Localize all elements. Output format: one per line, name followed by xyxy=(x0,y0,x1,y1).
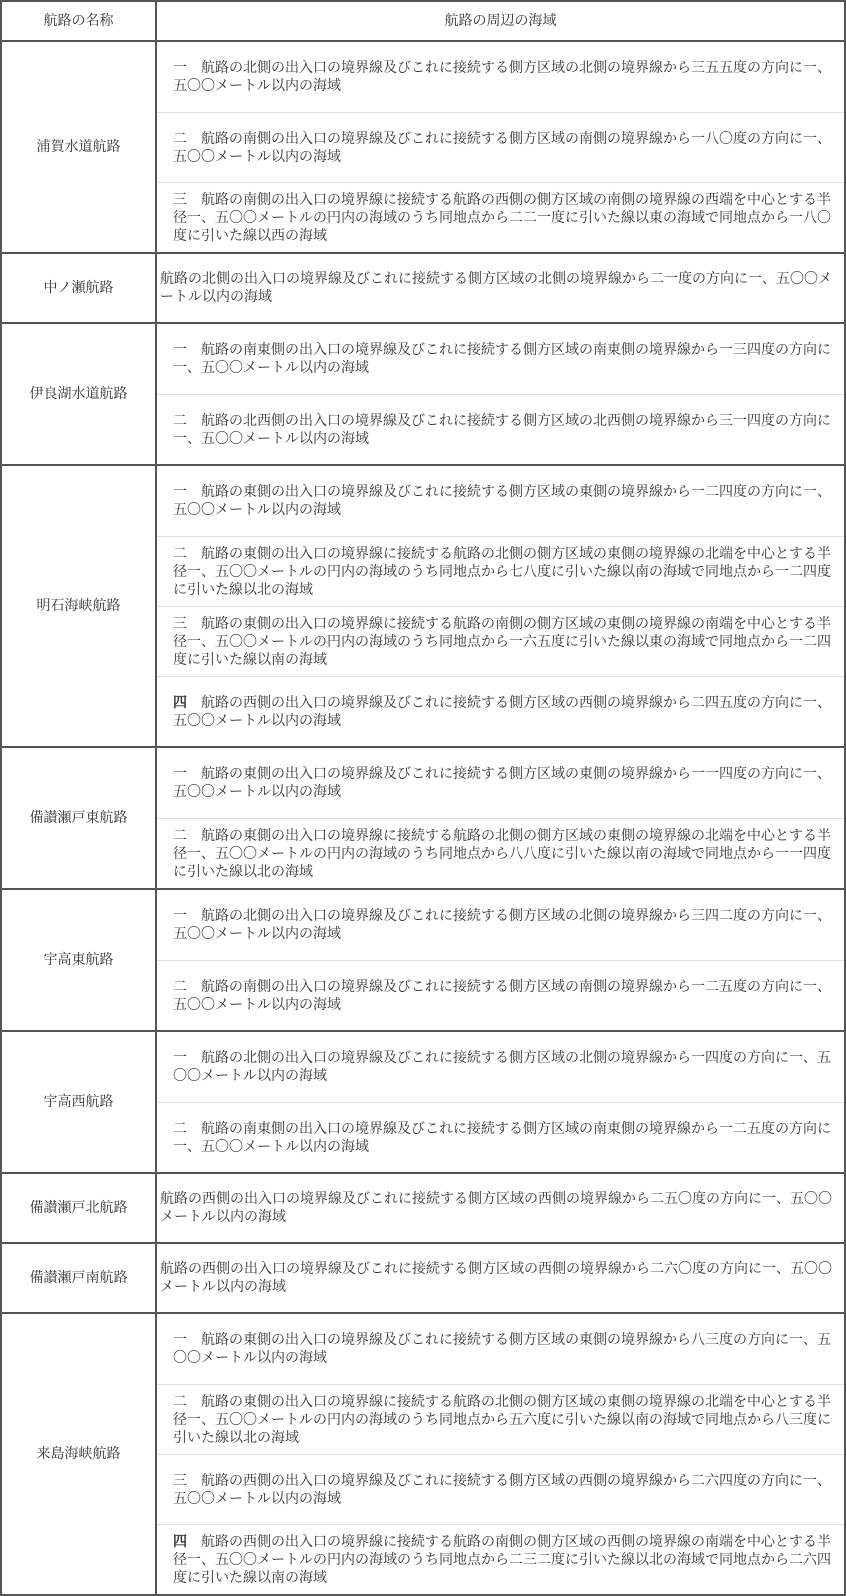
route-name: 中ノ瀬航路 xyxy=(1,253,156,323)
area-item xyxy=(157,606,844,676)
item-number: 二 xyxy=(173,1120,187,1137)
route-name: 伊良湖水道航路 xyxy=(1,323,156,465)
area-text: 航路の西側の出入口の境界線及びこれに接続する側方区域の西側の境界線から二六〇度の方向に一、五〇〇メートル以内の海域 xyxy=(160,1261,832,1295)
item-number: 二 xyxy=(173,412,187,429)
item-spacer xyxy=(187,828,201,844)
item-spacer xyxy=(187,1332,201,1348)
item-text: 航路の南側の出入口の境界線及びこれに接続する側方区域の南側の境界線から一二五度の方向に一、五〇〇メートル以内の海域 xyxy=(173,978,831,1013)
area-item-body xyxy=(173,827,838,881)
item-number: 一 xyxy=(173,60,187,76)
area-item xyxy=(157,1524,844,1594)
table-row xyxy=(1,1313,845,1595)
area-item-body xyxy=(173,1120,838,1156)
item-text: 航路の南側の出入口の境界線及びこれに接続する側方区域の南側の境界線から一八〇度の方向に一、五〇〇メートル以内の海域 xyxy=(173,130,831,165)
route-name: 浦賀水道航路 xyxy=(1,41,156,253)
item-number: 二 xyxy=(173,1393,187,1410)
area-item-body xyxy=(173,483,838,519)
area-item-body xyxy=(173,1472,838,1508)
route-name: 来島海峡航路 xyxy=(1,1313,156,1595)
item-spacer xyxy=(187,1394,201,1410)
area-item xyxy=(157,182,844,252)
item-spacer xyxy=(187,908,201,924)
area-item xyxy=(157,890,844,960)
area-item-body xyxy=(173,1393,838,1447)
area-item xyxy=(157,1384,844,1454)
route-area-cell xyxy=(156,253,845,323)
route-area-cell xyxy=(156,465,845,747)
area-item-body xyxy=(173,191,838,245)
route-area-cell xyxy=(156,1313,845,1595)
item-number: 一 xyxy=(173,908,187,924)
item-number: 一 xyxy=(173,1332,187,1348)
item-spacer xyxy=(187,484,201,500)
area-item xyxy=(157,42,844,112)
item-number: 二 xyxy=(173,545,187,562)
item-number: 四 xyxy=(173,1533,187,1550)
item-text: 航路の北側の出入口の境界線及びこれに接続する側方区域の北側の境界線から三五五度の方向に一、五〇〇メートル以内の海域 xyxy=(173,60,831,94)
table-row xyxy=(1,253,845,323)
table-row xyxy=(1,1031,845,1173)
header-row xyxy=(1,1,845,41)
area-item xyxy=(157,1314,844,1384)
item-spacer xyxy=(187,616,201,632)
table-row xyxy=(1,747,845,889)
table-row xyxy=(1,323,845,465)
item-spacer xyxy=(187,342,201,358)
item-number: 三 xyxy=(173,191,187,208)
area-text: 航路の北側の出入口の境界線及びこれに接続する側方区域の北側の境界線から二一度の方向に一、五〇〇メートル以内の海域 xyxy=(160,271,832,305)
area-description xyxy=(157,1174,844,1242)
area-item-body xyxy=(173,1049,838,1085)
item-number: 三 xyxy=(173,615,187,632)
area-item-body xyxy=(173,130,838,166)
route-area-cell xyxy=(156,889,845,1031)
route-area-cell xyxy=(156,323,845,465)
item-number: 一 xyxy=(173,1050,187,1066)
area-item xyxy=(157,748,844,818)
item-spacer xyxy=(187,546,201,562)
table-row xyxy=(1,1173,845,1243)
route-name: 備讃瀬戸南航路 xyxy=(1,1243,156,1313)
area-item xyxy=(157,324,844,394)
item-text: 航路の西側の出入口の境界線に接続する航路の南側の側方区域の西側の境界線の南端を中心とする半径一、五〇〇メートルの円内の海域のうち同地点から二三二度に引いた線以北の海域で同地点から二六四度に引いた線以南の海域 xyxy=(173,1533,831,1586)
item-text: 航路の東側の出入口の境界線及びこれに接続する側方区域の東側の境界線から一一四度の方向に一、五〇〇メートル以内の海域 xyxy=(173,766,831,800)
item-spacer xyxy=(187,413,201,429)
item-text: 航路の北側の出入口の境界線及びこれに接続する側方区域の北側の境界線から一四度の方向に一、五〇〇メートル以内の海域 xyxy=(173,1050,831,1084)
route-area-cell xyxy=(156,1243,845,1313)
route-name: 備讃瀬戸北航路 xyxy=(1,1173,156,1243)
item-text: 航路の西側の出入口の境界線及びこれに接続する側方区域の西側の境界線から二六四度の方向に一、五〇〇メートル以内の海域 xyxy=(173,1472,831,1507)
header-surrounding-area: 航路の周辺の海域 xyxy=(156,1,845,41)
item-spacer xyxy=(187,1121,201,1137)
item-spacer xyxy=(187,1473,201,1489)
item-spacer xyxy=(187,192,201,208)
item-text: 航路の東側の出入口の境界線及びこれに接続する側方区域の東側の境界線から八三度の方向に一、五〇〇メートル以内の海域 xyxy=(173,1332,831,1366)
area-item xyxy=(157,818,844,888)
area-item xyxy=(157,676,844,746)
route-area-cell xyxy=(156,41,845,253)
area-item xyxy=(157,536,844,606)
item-number: 二 xyxy=(173,978,187,995)
area-item xyxy=(157,112,844,182)
item-text: 航路の東側の出入口の境界線に接続する航路の北側の側方区域の東側の境界線の北端を中心とする半径一、五〇〇メートルの円内の海域のうち同地点から五六度に引いた線以南の海域で同地点から八三度に引いた線以北の海域 xyxy=(173,1393,831,1446)
area-item xyxy=(157,394,844,464)
item-text: 航路の東側の出入口の境界線及びこれに接続する側方区域の東側の境界線から一二四度の方向に一、五〇〇メートル以内の海域 xyxy=(173,484,831,518)
route-area-cell xyxy=(156,747,845,889)
area-item-body xyxy=(173,978,838,1014)
route-area-cell xyxy=(156,1031,845,1173)
item-spacer xyxy=(187,766,201,782)
item-spacer xyxy=(187,60,201,76)
item-text: 航路の東側の出入口の境界線に接続する航路の北側の側方区域の東側の境界線の北端を中心とする半径一、五〇〇メートルの円内の海域のうち同地点から七八度に引いた線以南の海域で同地点から一二四度に引いた線以北の海域 xyxy=(173,545,831,598)
routes-body xyxy=(1,41,845,1595)
area-item-body xyxy=(173,412,838,448)
area-item-body xyxy=(173,694,838,730)
item-text: 航路の南側の出入口の境界線に接続する航路の西側の側方区域の南側の境界線の西端を中心とする半径一、五〇〇メートルの円内の海域のうち同地点から二二一度に引いた線以東の海域で同地点から一八〇度に引いた線以西の海域 xyxy=(173,191,831,244)
header-route-name: 航路の名称 xyxy=(1,1,156,41)
area-description xyxy=(157,1244,844,1312)
route-name: 明石海峡航路 xyxy=(1,465,156,747)
area-item xyxy=(157,1454,844,1524)
item-number: 二 xyxy=(173,827,187,844)
area-item xyxy=(157,1032,844,1102)
area-item-body xyxy=(173,59,838,95)
area-item-body xyxy=(173,341,838,377)
item-text: 航路の北側の出入口の境界線及びこれに接続する側方区域の北側の境界線から三四二度の方向に一、五〇〇メートル以内の海域 xyxy=(173,908,831,942)
item-number: 二 xyxy=(173,130,187,147)
area-item-body xyxy=(173,765,838,801)
area-item-body xyxy=(173,907,838,943)
area-item-body xyxy=(173,1533,838,1587)
route-name: 備讃瀬戸東航路 xyxy=(1,747,156,889)
item-text: 航路の南東側の出入口の境界線及びこれに接続する側方区域の南東側の境界線から一二五度の方向に一、五〇〇メートル以内の海域 xyxy=(173,1120,831,1155)
item-spacer xyxy=(187,695,201,711)
item-text: 航路の南東側の出入口の境界線及びこれに接続する側方区域の南東側の境界線から一三四度の方向に一、五〇〇メートル以内の海域 xyxy=(173,342,831,376)
area-item-body xyxy=(173,615,838,669)
item-text: 航路の東側の出入口の境界線に接続する航路の南側の側方区域の東側の境界線の南端を中心とする半径一、五〇〇メートルの円内の海域のうち同地点から一六五度に引いた線以東の海域で同地点から一二四度に引いた線以南の海域 xyxy=(173,615,831,668)
route-area-cell xyxy=(156,1173,845,1243)
area-item xyxy=(157,960,844,1030)
item-number: 四 xyxy=(173,694,187,711)
route-name: 宇高西航路 xyxy=(1,1031,156,1173)
table-row xyxy=(1,465,845,747)
item-spacer xyxy=(187,1050,201,1066)
table-row xyxy=(1,1243,845,1313)
table-row xyxy=(1,41,845,253)
area-description xyxy=(157,254,844,322)
item-number: 一 xyxy=(173,484,187,500)
item-text: 航路の東側の出入口の境界線に接続する航路の北側の側方区域の東側の境界線の北端を中心とする半径一、五〇〇メートルの円内の海域のうち同地点から八八度に引いた線以南の海域で同地点から一一四度に引いた線以北の海域 xyxy=(173,827,831,880)
item-number: 三 xyxy=(173,1472,187,1489)
area-item-body xyxy=(173,545,838,599)
route-name: 宇高東航路 xyxy=(1,889,156,1031)
item-spacer xyxy=(187,1534,201,1550)
item-text: 航路の西側の出入口の境界線及びこれに接続する側方区域の西側の境界線から二四五度の方向に一、五〇〇メートル以内の海域 xyxy=(173,694,831,729)
item-spacer xyxy=(187,979,201,995)
area-item xyxy=(157,1102,844,1172)
area-text: 航路の西側の出入口の境界線及びこれに接続する側方区域の西側の境界線から二五〇度の方向に一、五〇〇メートル以内の海域 xyxy=(160,1191,832,1225)
area-item xyxy=(157,466,844,536)
item-number: 一 xyxy=(173,342,187,358)
item-number: 一 xyxy=(173,766,187,782)
table-row xyxy=(1,889,845,1031)
area-item-body xyxy=(173,1331,838,1367)
item-spacer xyxy=(187,131,201,147)
item-text: 航路の北西側の出入口の境界線及びこれに接続する側方区域の北西側の境界線から三一四度の方向に一、五〇〇メートル以内の海域 xyxy=(173,412,831,447)
